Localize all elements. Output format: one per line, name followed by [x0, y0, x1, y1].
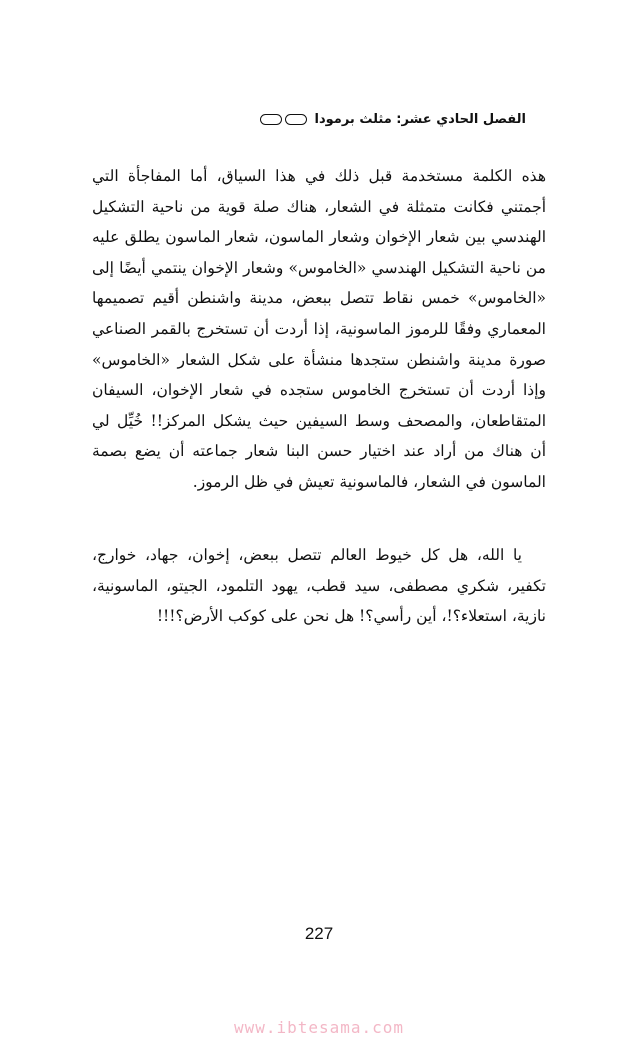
- ornament-oval-icon: [285, 114, 307, 125]
- watermark: www.ibtesama.com: [233, 1018, 405, 1037]
- ornament-oval-icon: [260, 114, 282, 125]
- header-ornament: [260, 114, 307, 125]
- page-number: 227: [304, 924, 334, 943]
- body-paragraph-1: هذه الكلمة مستخدمة قبل ذلك في هذا السياق، أما المفاجأة التي أجمتني فكانت متمثلة في الشعار، هناك صلة قوية من ناحية التشكيل الهندسي بين شعار الإخوان وشعار الماسون، شعار الماسون يطلق عليه من ناحية التشكيل الهندسي «الخاموس» وشعار الإخوان ينتمي أيضًا إلى «الخاموس» خمس نقاط تتصل ببعض، مدينة واشنطن أقيم تصميمها المعماري وفقًا للرموز الماسونية، إذا أردت أن تستخرج بالقمر الصناعي صورة مدينة واشنطن ستجدها منشأة على شكل الشعار «الخاموس» وإذا أردت أن تستخرج الخاموس ستجده في شعار الإخوان، السيفان المتقاطعان، والمصحف وسط السيفين حيث يشكل المركز!! خُيِّل لي أن هناك من أراد عند اختيار حسن البنا شعار جماعته أن يضع بصمة الماسون في الشعار، فالماسونية تعيش في ظل الرموز.: [92, 167, 546, 491]
- chapter-header: [96, 106, 526, 132]
- chapter-title: الفصل الحادي عشر: مثلث برمودا: [314, 111, 526, 127]
- body-paragraph-2: يا الله، هل كل خيوط العالم تتصل ببعض، إخوان، جهاد، خوارج، تكفير، شكري مصطفى، سيد قطب، يهود التلمود، الجيتو، الماسونية، نازية، استعلاء؟!، أين رأسي؟! هل نحن على كوكب الأرض؟!!!: [92, 546, 546, 626]
